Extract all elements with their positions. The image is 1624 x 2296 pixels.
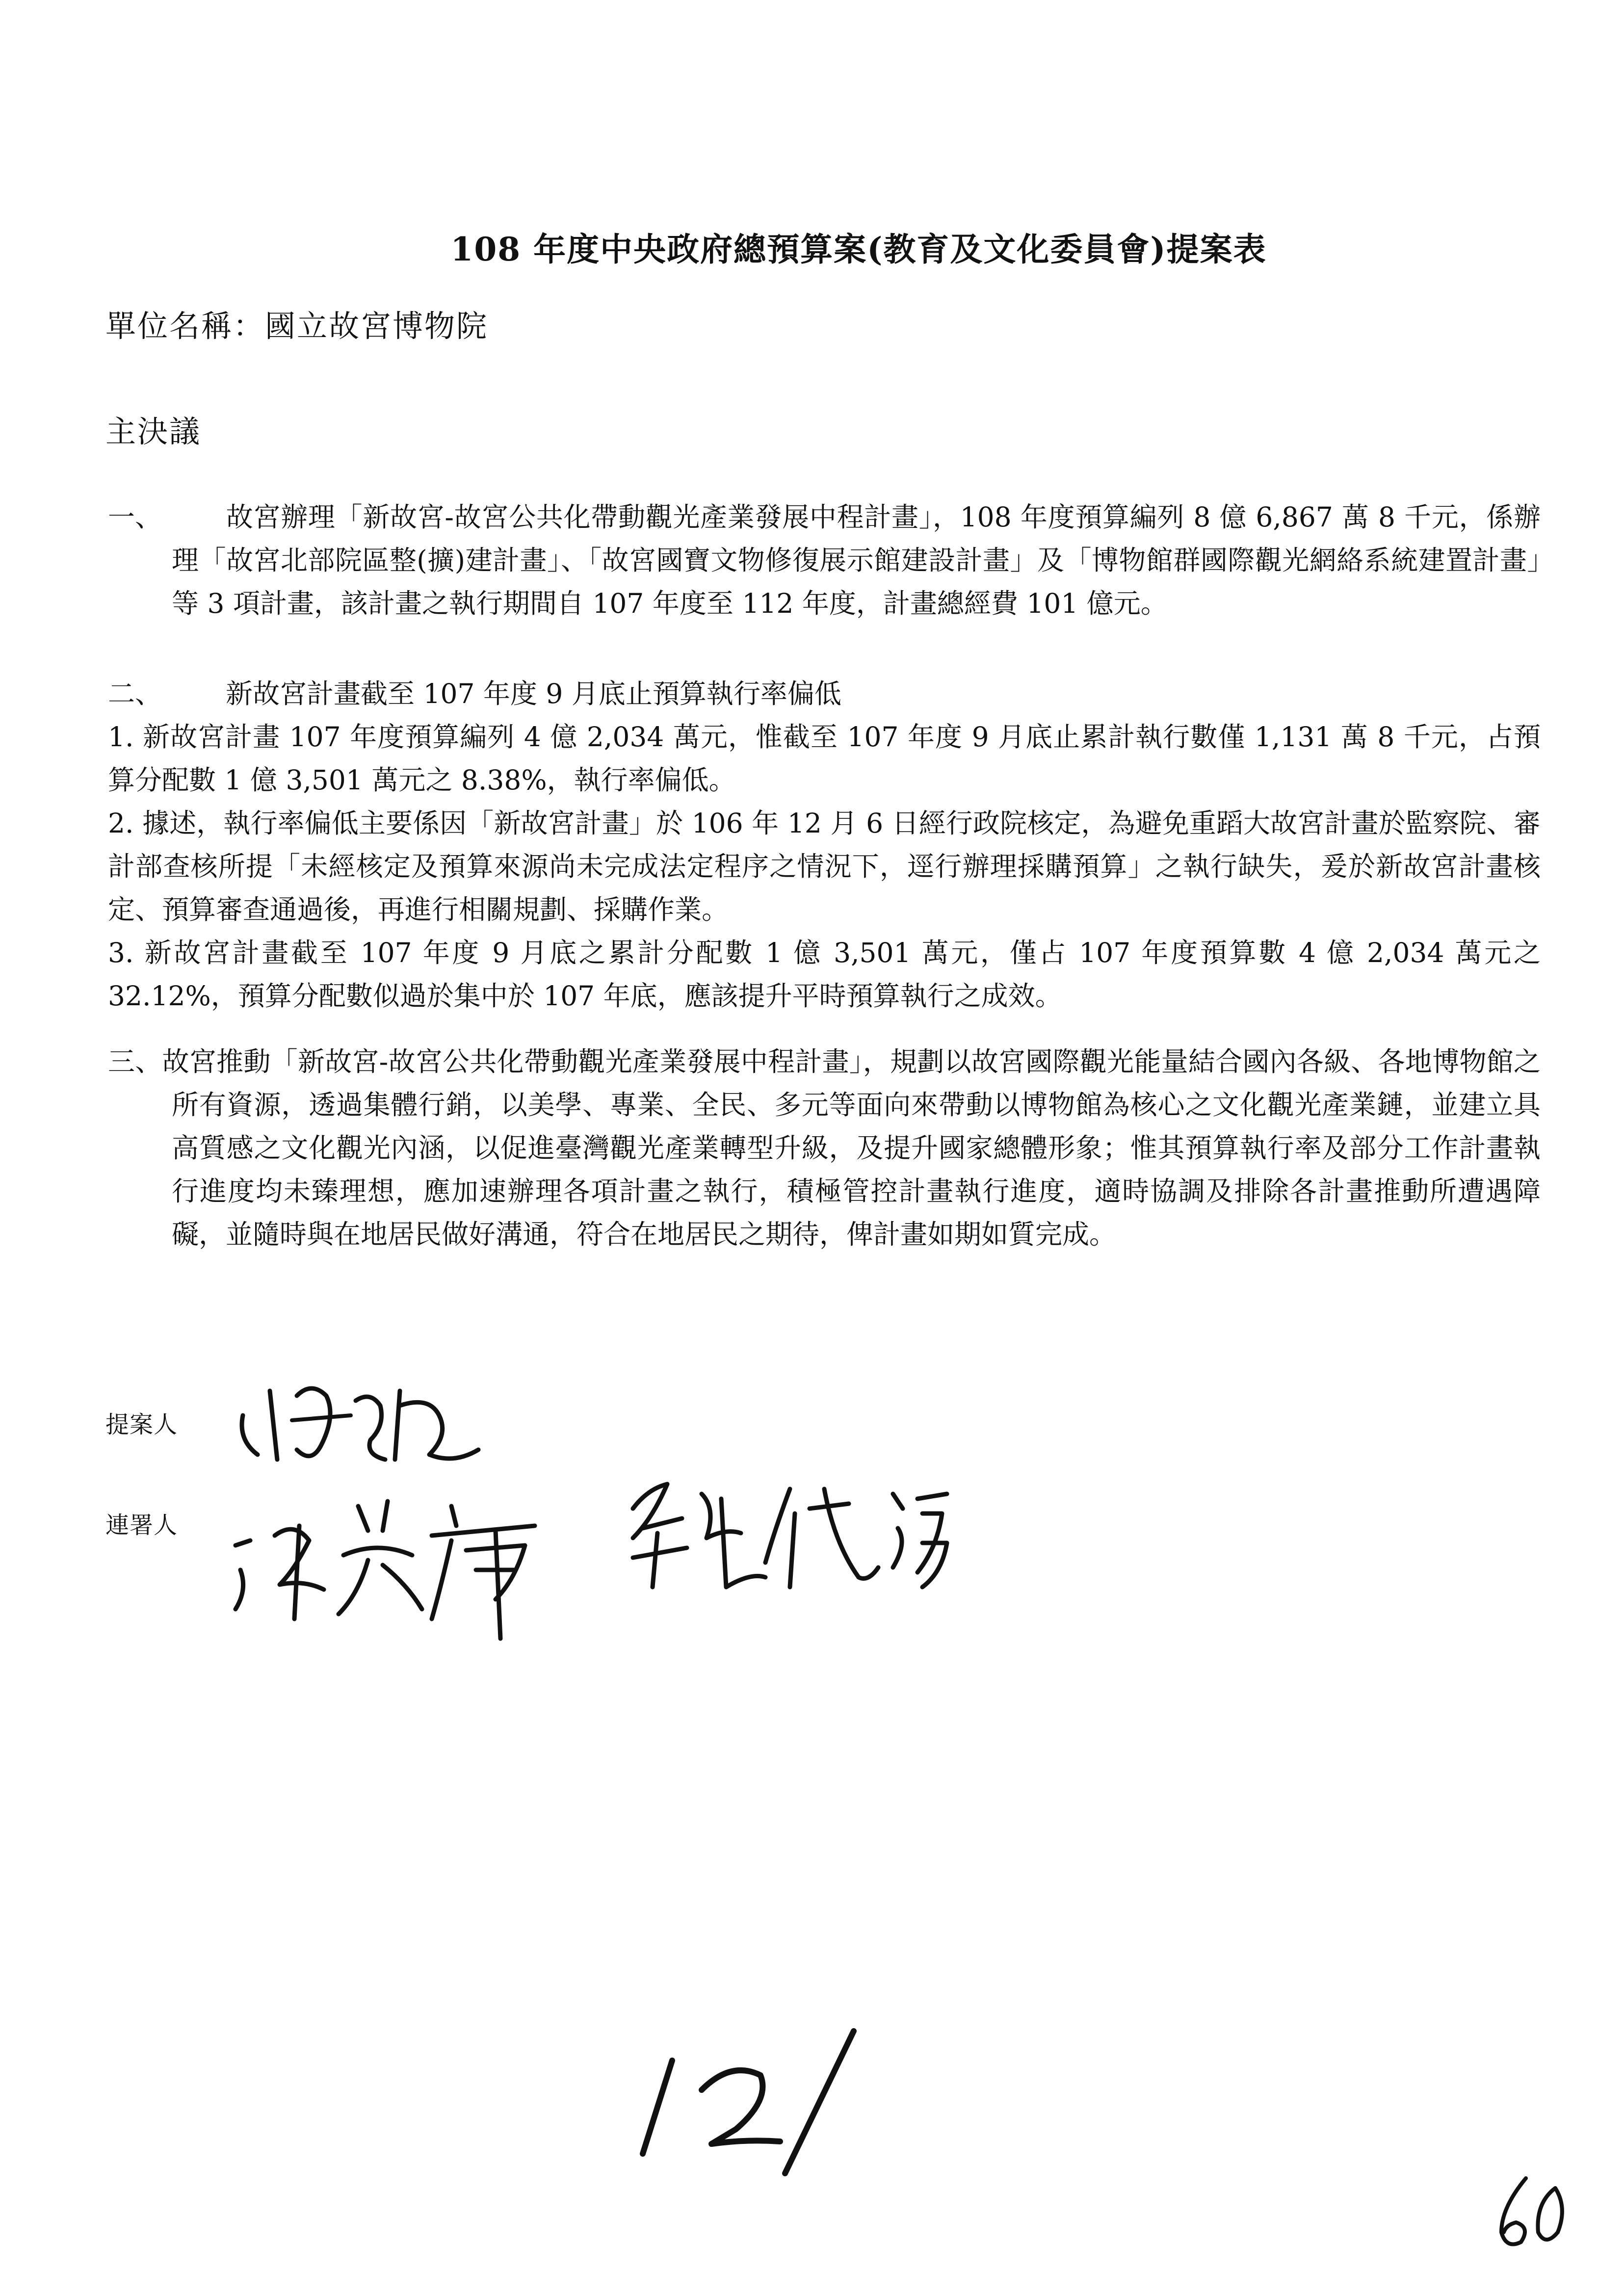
section-two xyxy=(108,672,1541,1018)
handwritten-folio-number xyxy=(1482,2159,1580,2257)
section-two-point-2: 2. 據述，執行率偏低主要係因「新故宮計畫」於 106 年 12 月 6 日經行政院核定，為避免重蹈大故宮計畫於監察院、審計部查核所提「未經核定及預算來源尚未完成法定程序之情況下，逕行辦理採購預算」之執行缺失，爰於新故宮計畫核定、預算審查通過後，再進行相關規劃、採購作業。 xyxy=(108,808,1541,925)
section-two-title: 新故宮計畫截至 107 年度 9 月底止預算執行率偏低 xyxy=(226,678,841,709)
section-one-text xyxy=(108,496,1541,625)
section-one-body: 故宮辦理「新故宮-故宮公共化帶動觀光產業發展中程計畫」，108 年度預算編列 8 億 6,867 萬 8 千元，係辦理「故宮北部院區整(擴)建計畫」、「故宮國寶文物修復展示館建設計畫」及「博物館群國際觀光網絡系統建置計畫」等 3 項計畫，該計畫之執行期間自 107 年度至 112 年度，計畫總經費 101 億元。 xyxy=(172,501,1541,619)
unit-label: 單位名稱： xyxy=(105,308,265,344)
document-title: 108 年度中央政府總預算案(教育及文化委員會)提案表 xyxy=(450,230,1267,268)
section-one-marker: 一、 xyxy=(108,501,162,533)
section-two-marker: 二、 xyxy=(108,678,162,709)
handwritten-page-number xyxy=(623,2016,878,2183)
proposer-signature xyxy=(223,1361,498,1479)
section-two-heading xyxy=(108,672,1541,715)
unit-line xyxy=(105,302,488,345)
section-three-marker: 三、 xyxy=(108,1046,162,1077)
section-three-body: 故宮推動「新故宮-故宮公共化帶動觀光產業發展中程計畫」，規劃以故宮國際觀光能量結合國內各級、各地博物館之所有資源，透過集體行銷，以美學、專業、全民、多元等面向來帶動以博物館為核心之文化觀光產業鏈，並建立具高質感之文化觀光內涵，以促進臺灣觀光產業轉型升級，及提升國家總體形象；惟其預算執行率及部分工作計畫執行進度均未臻理想，應加速辦理各項計畫之執行，積極管控計畫執行進度，適時協調及排除各計畫推動所遭遇障礙，並隨時與在地居民做好溝通，符合在地居民之期待，俾計畫如期如質完成。 xyxy=(162,1046,1541,1250)
main-resolution-heading: 主決議 xyxy=(105,414,202,449)
cosigner-signature-1 xyxy=(221,1472,564,1648)
section-three-text xyxy=(108,1040,1541,1256)
cosigner-label: 連署人 xyxy=(105,1512,178,1539)
cosigner-signature-2 xyxy=(603,1460,957,1607)
section-two-point-1: 1. 新故宮計畫 107 年度預算編列 4 億 2,034 萬元，惟截至 107 年度 9 月底止累計執行數僅 1,131 萬 8 千元，占預算分配數 1 億 3,501 萬元之 8.38%，執行率偏低。 xyxy=(108,721,1541,796)
section-one xyxy=(108,496,1541,625)
unit-name: 國立故宮博物院 xyxy=(265,308,489,344)
section-two-point-3: 3. 新故宮計畫截至 107 年度 9 月底之累計分配數 1 億 3,501 萬元，僅占 107 年度預算數 4 億 2,034 萬元之 32.12%，預算分配數似過於集中於 107 年底，應該提升平時預算執行之成效。 xyxy=(108,937,1541,1012)
proposer-label: 提案人 xyxy=(105,1411,178,1438)
section-three xyxy=(108,1040,1541,1256)
